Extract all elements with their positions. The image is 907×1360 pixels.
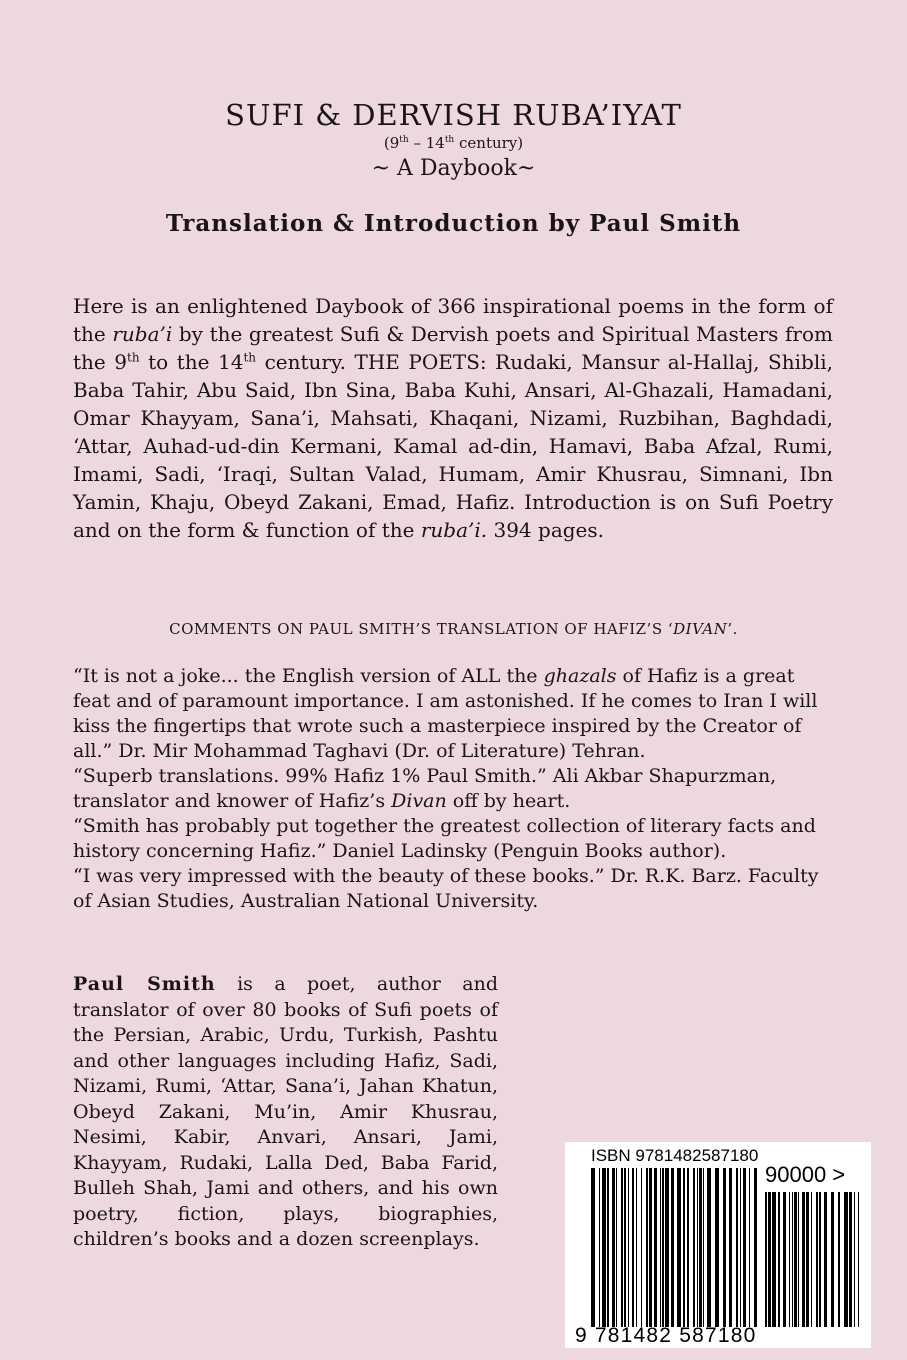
barcode-bar [677,1168,681,1327]
comments-heading: COMMENTS ON PAUL SMITH’S TRANSLATION OF HAFIZ’S ‘DIVAN’. [169,620,738,638]
quote-taghavi: “It is not a joke... the English version of ALL the ghazals of Hafiz is a great feat and of paramount importance. I am astonished. If he comes to Iran I will kiss the fingertips that wrote such a masterpiece inspired by the Creator of all.” Dr. Mir Mohammad Taghavi (Dr. of Literature) Tehran. [73,665,818,762]
barcode-bar [743,1168,746,1327]
barcode-bar [591,1168,595,1327]
barcode-bar [768,1192,771,1327]
barcode-bar [858,1192,859,1327]
barcode-bar [819,1192,821,1327]
author-bio: Paul Smith is a poet, author and translator of over 80 books of Sufi poets of the Persian, Arabic, Urdu, Turkish, Pashtu and other languages including Hafiz, Sadi, Nizami, Rumi, ‘Attar, Sana’i, Jahan Khatun, Obeyd Zakani, Mu’in, Amir Khusrau, Nesimi, Kabir, Anvari, Ansari, Jami, Khayyam, Rudaki, Lalla Ded, Baba Farid, Bulleh Shah, Jami and others, and his own poetry, fiction, plays, biographies, children’s books and a dozen screenplays. [73,973,498,1250]
barcode-bar [707,1168,711,1327]
barcode-bar [646,1168,648,1327]
barcode-bar [729,1168,732,1327]
isbn-label: ISBN 9781482587180 [591,1146,759,1165]
barcode-bar [802,1192,805,1327]
byline: Translation & Introduction by Paul Smith [165,210,742,237]
barcode-bar [703,1168,704,1327]
barcode-bar [806,1192,809,1327]
barcode-bar [602,1168,606,1327]
barcode-bar [715,1168,719,1327]
barcode-bar [838,1192,840,1327]
barcode-bar [641,1168,642,1327]
barcode-bar [778,1192,780,1327]
book-title: SUFI & DERVISH RUBA’IYAT [225,98,682,132]
barcode-bar [624,1168,626,1327]
barcode-bar [854,1192,855,1327]
century-range: (9th – 14th century) [383,134,524,152]
barcode-bar [811,1192,812,1327]
barcode-bar [754,1168,757,1327]
barcode-bar [699,1168,702,1327]
barcode-bar [772,1192,776,1327]
barcode-bar [662,1168,664,1327]
barcode-bar [607,1168,609,1327]
book-subtitle: ~ A Daybook~ [371,156,536,181]
barcode-bar [654,1168,657,1327]
barcode-bar [612,1168,615,1327]
barcode-bar [849,1192,852,1327]
barcode-bar [794,1192,797,1327]
barcode-bar [844,1192,848,1327]
price-code: 90000 > [765,1162,846,1187]
barcode-bar [660,1168,661,1327]
barcode-bar [792,1192,793,1327]
blurb-paragraph: Here is an enlightened Daybook of 366 inspirational poems in the form of the ruba’i by the greatest Sufi & Dervish poets and Spiritual Masters from the 9th to the 14th century. THE POETS: Rudaki, Mansur al-Hallaj, Shibli, Baba Tahir, Abu Said, Ibn Sina, Baba Kuhi, Ansari, Al-Ghazali, Hamadani, Omar Khayyam, Sana’i, Mahsati, Khaqani, Nizami, Ruzbihan, Baghdadi, ‘Attar, Auhad-ud-din Kermani, Kamal ad-din, Hamavi, Baba Afzal, Rumi, Imami, Sadi, ‘Iraqi, Sultan Valad, Humam, Amir Khusrau, Simnani, Ibn Yamin, Khaju, Obeyd Zakani, Emad, Hafiz. Introduction is on Sufi Poetry and on the form & function of the ruba’i. 394 pages. [73,294,833,542]
barcode-bar [671,1168,674,1327]
barcode-bar [649,1168,652,1327]
quote-shapurzman: “Superb translations. 99% Hafiz 1% Paul Smith.” Ali Akbar Shapurzman, translator and knower of Hafiz’s Divan off by heart. [73,765,777,812]
barcode-bar [736,1168,738,1327]
barcode-bar [687,1168,689,1327]
barcode-bar [783,1192,786,1327]
barcode-bar [599,1168,600,1327]
barcode-bar [831,1192,834,1327]
barcode-bar [697,1168,698,1327]
barcode-bar [740,1168,741,1327]
barcode-bar [683,1168,685,1327]
barcode-bar [632,1168,634,1327]
isbn-barcode [565,1142,871,1348]
barcode-bar [765,1192,767,1327]
barcode-bar [789,1192,790,1327]
author-name: Paul Smith [73,973,216,995]
barcode-bar [636,1168,637,1327]
barcode-bar [824,1192,827,1327]
quote-barz: “I was very impressed with the beauty of these books.” Dr. R.K. Barz. Faculty of Asian Studies, Australian National University. [73,865,819,912]
barcode-bar [798,1192,799,1327]
ean-digits: 9 781482 587180 [575,1324,757,1347]
barcode-bar [621,1168,623,1327]
barcode-bar [616,1168,617,1327]
barcode-bar [693,1168,695,1327]
barcode-bar [749,1168,750,1327]
barcode-bar [628,1168,629,1327]
review-quotes [73,664,833,914]
quote-ladinsky: “Smith has probably put together the greatest collection of literary facts and history concerning Hafiz.” Daniel Ladinsky (Penguin Books author). [73,815,816,862]
barcode-bar [723,1168,726,1327]
barcode-bar [665,1168,669,1327]
barcode-bar [816,1192,818,1327]
